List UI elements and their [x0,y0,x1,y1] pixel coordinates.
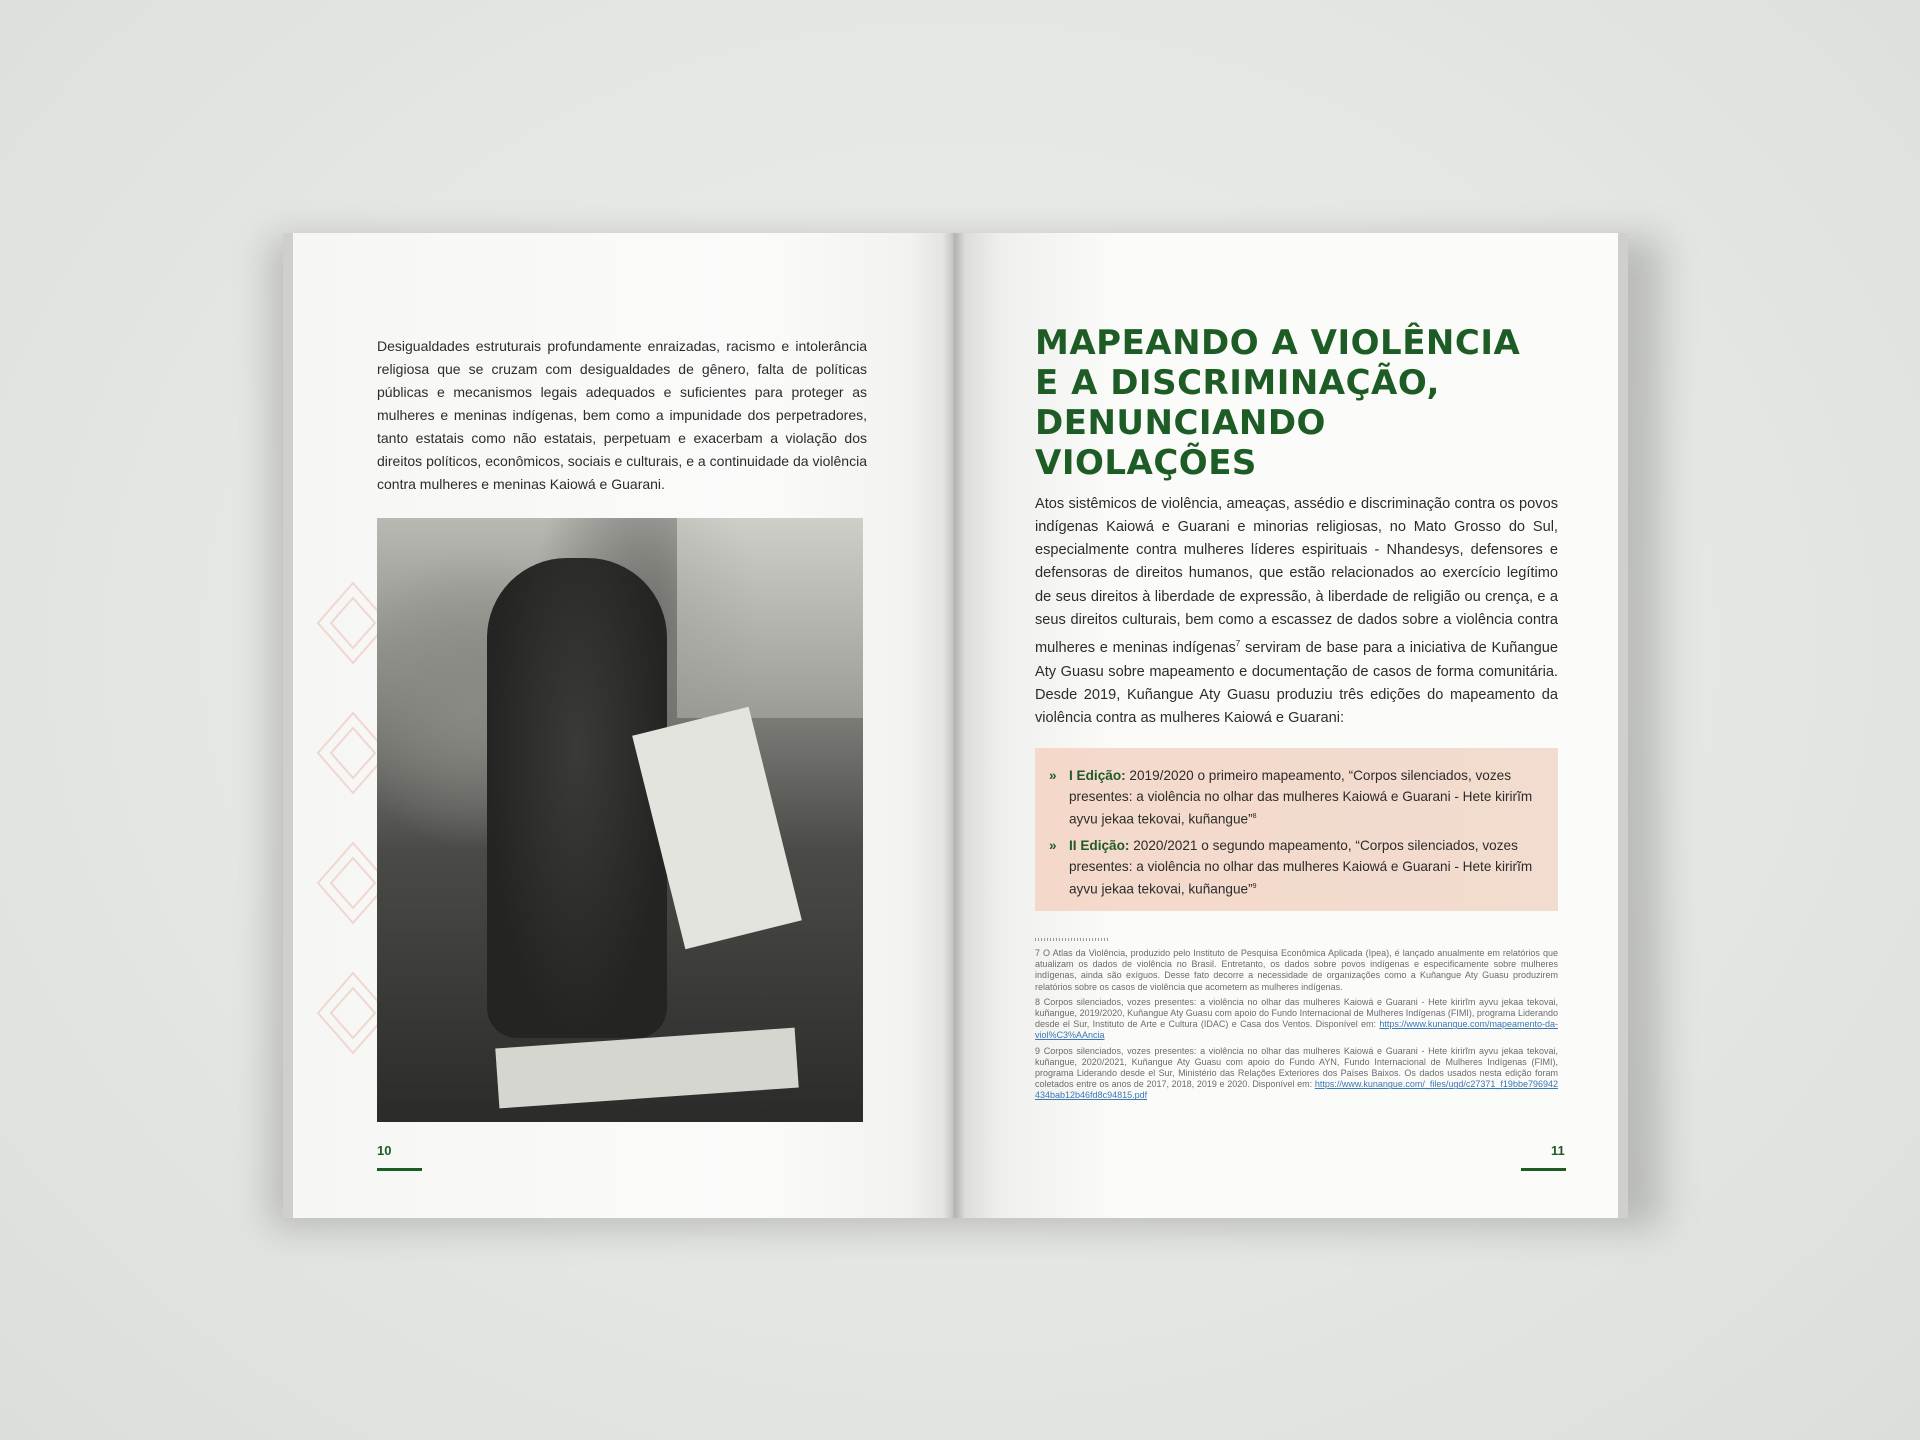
heading-line-2: E A DISCRIMINAÇÃO, [1035,363,1440,403]
heading-line-3: DENUNCIANDO VIOLAÇÕES [1035,403,1326,483]
left-page-number: 10 [377,1143,392,1158]
edition-2-description: 2020/2021 o segundo mapeamento, “Corpos silenciados, vozes presentes: a violência no olhar das mulheres Kaiowá e Guarani - Hete kirirĩm ayvu jekaa tekovai, kuñangue” [1069,838,1533,897]
footnote-separator [1035,938,1110,941]
chapter-heading [1035,323,1555,483]
chevron-bullet-icon: » [1049,838,1057,854]
body-text-part-1: Atos sistêmicos de violência, ameaças, assédio e discriminação contra os povos indígenas Kaiowá e Guarani e minorias religiosas, no Mato Grosso do Sul, especialmente contra mulheres líderes espirituais - Nhandesys, defensores e defensoras de direitos humanos, que estão relacionados ao exercício legítimo de seus direitos à liberdade de expressão, à liberdade de religião ou crença, e a seus direitos culturais, bem como a escassez de dados sobre a violência contra mulheres e meninas indígenas [1035,495,1558,657]
book-spine-gutter [943,233,965,1218]
edition-1-description: 2019/2020 o primeiro mapeamento, “Corpos silenciados, vozes presentes: a violência no olhar das mulheres Kaiowá e Guarani - Hete kirirĩm ayvu jekaa tekovai, kuñangue” [1069,768,1533,827]
footnote-9-text: 9 Corpos silenciados, vozes presentes: a violência no olhar das mulheres Kaiowá e Guarani - Hete kirirĩm ayvu jekaa tekovai, kuñangue, 2020/2021, Kuñangue Aty Guasu com apoio do Fundo AYN, Fundo Internacional de Mulheres Indígenas (FIMI), programa Liderando desde el Sur, Ministério das Relações Exteriores dos Países Baixos. Os dados usados nesta edição foram coletados entre os anos de 2017, 2018, 2019 e 2020. Disponível em: [1035,1045,1558,1090]
right-page-number: 11 [1551,1143,1565,1158]
footnote-8-text: 8 Corpos silenciados, vozes presentes: a violência no olhar das mulheres Kaiowá e Guarani - Hete kirirĩm ayvu jekaa tekovai, kuñangue, 2019/2020, Kuñangue Aty Guasu com apoio do Fundo Internacional de Mulheres Indígenas (FIMI), programa Liderando desde el Sur, Instituto de Arte e Cultura (IDAC) e Casa dos Ventos. Disponível em: [1035,996,1558,1030]
footnotes [1035,948,1558,1106]
edition-2-text [1069,836,1536,900]
edition-item-1 [1049,766,1536,830]
edition-item-2 [1049,836,1536,900]
chevron-bullet-icon: » [1049,768,1057,783]
footnote-7-text: 7 O Atlas da Violência, produzido pelo Instituto de Pesquisa Econômica Aplicada (Ipea), é lançado anualmente em relatórios que atualizam os dados de violência no Brasil. Entretanto, os dados sobre povos indígenas e especificamente sobre mulheres indígenas, ainda são exíguos. Desse fato decorre a necessidade de organizações como a Kuñangue Aty Guasu produzirem relatórios sobre os casos de violência que acometem as mulheres indígenas. [1035,948,1558,992]
photo-floor-papers [495,1028,798,1109]
body-text-part-2: serviram de base para a iniciativa de Kuñangue Aty Guasu sobre mapeamento e documentação de casos de forma comunitária. Desde 2019, Kuñangue Aty Guasu produziu três edições do mapeamento da violência contra as mulheres Kaiowá e Guarani: [1035,640,1558,727]
left-page [283,233,963,1218]
heading-line-1: MAPEANDO A VIOLÊNCIA [1035,323,1521,363]
editions-callout [1035,748,1558,911]
footnote-8-link[interactable]: https://www.kunangue.com/mapeamento-da-viol%C3%AAncia [1035,1019,1558,1041]
left-page-number-rule [377,1168,422,1171]
footnote-9-link[interactable]: https://www.kunangue.com/_files/ugd/c27371_f19bbe796942434bab12b46fd8c94815.pdf [1035,1079,1558,1101]
right-page-number-rule [1521,1168,1566,1171]
right-body-paragraph [1035,493,1558,731]
right-page [953,233,1628,1218]
edition-2-label: II Edição: [1069,838,1130,854]
photo-background-trees [677,518,863,718]
footnote-7 [1035,948,1558,993]
footnote-ref-8: 8 [1252,813,1257,820]
edition-1-label: I Edição: [1069,768,1126,783]
footnote-ref-9: 9 [1252,883,1257,891]
photo-woman-with-banners [377,518,863,1122]
left-intro-paragraph: Desigualdades estruturais profundamente enraizadas, racismo e intolerância religiosa que se cruzam com desigualdades de gênero, falta de políticas públicas e mecanismos legais adequados e suficientes para proteger as mulheres e meninas indígenas, bem como a impunidade dos perpetradores, tanto estatais como não estatais, perpetuam e exacerbam a violação dos direitos políticos, econômicos, sociais e culturais, e a continuidade da violência contra mulheres e meninas Kaiowá e Guarani. [377,338,867,492]
edition-1-text [1069,766,1536,830]
footnote-ref-7: 7 [1235,639,1241,649]
photo-woman-figure [487,558,667,1038]
footnote-9 [1035,1046,1558,1102]
footnote-8 [1035,997,1558,1042]
